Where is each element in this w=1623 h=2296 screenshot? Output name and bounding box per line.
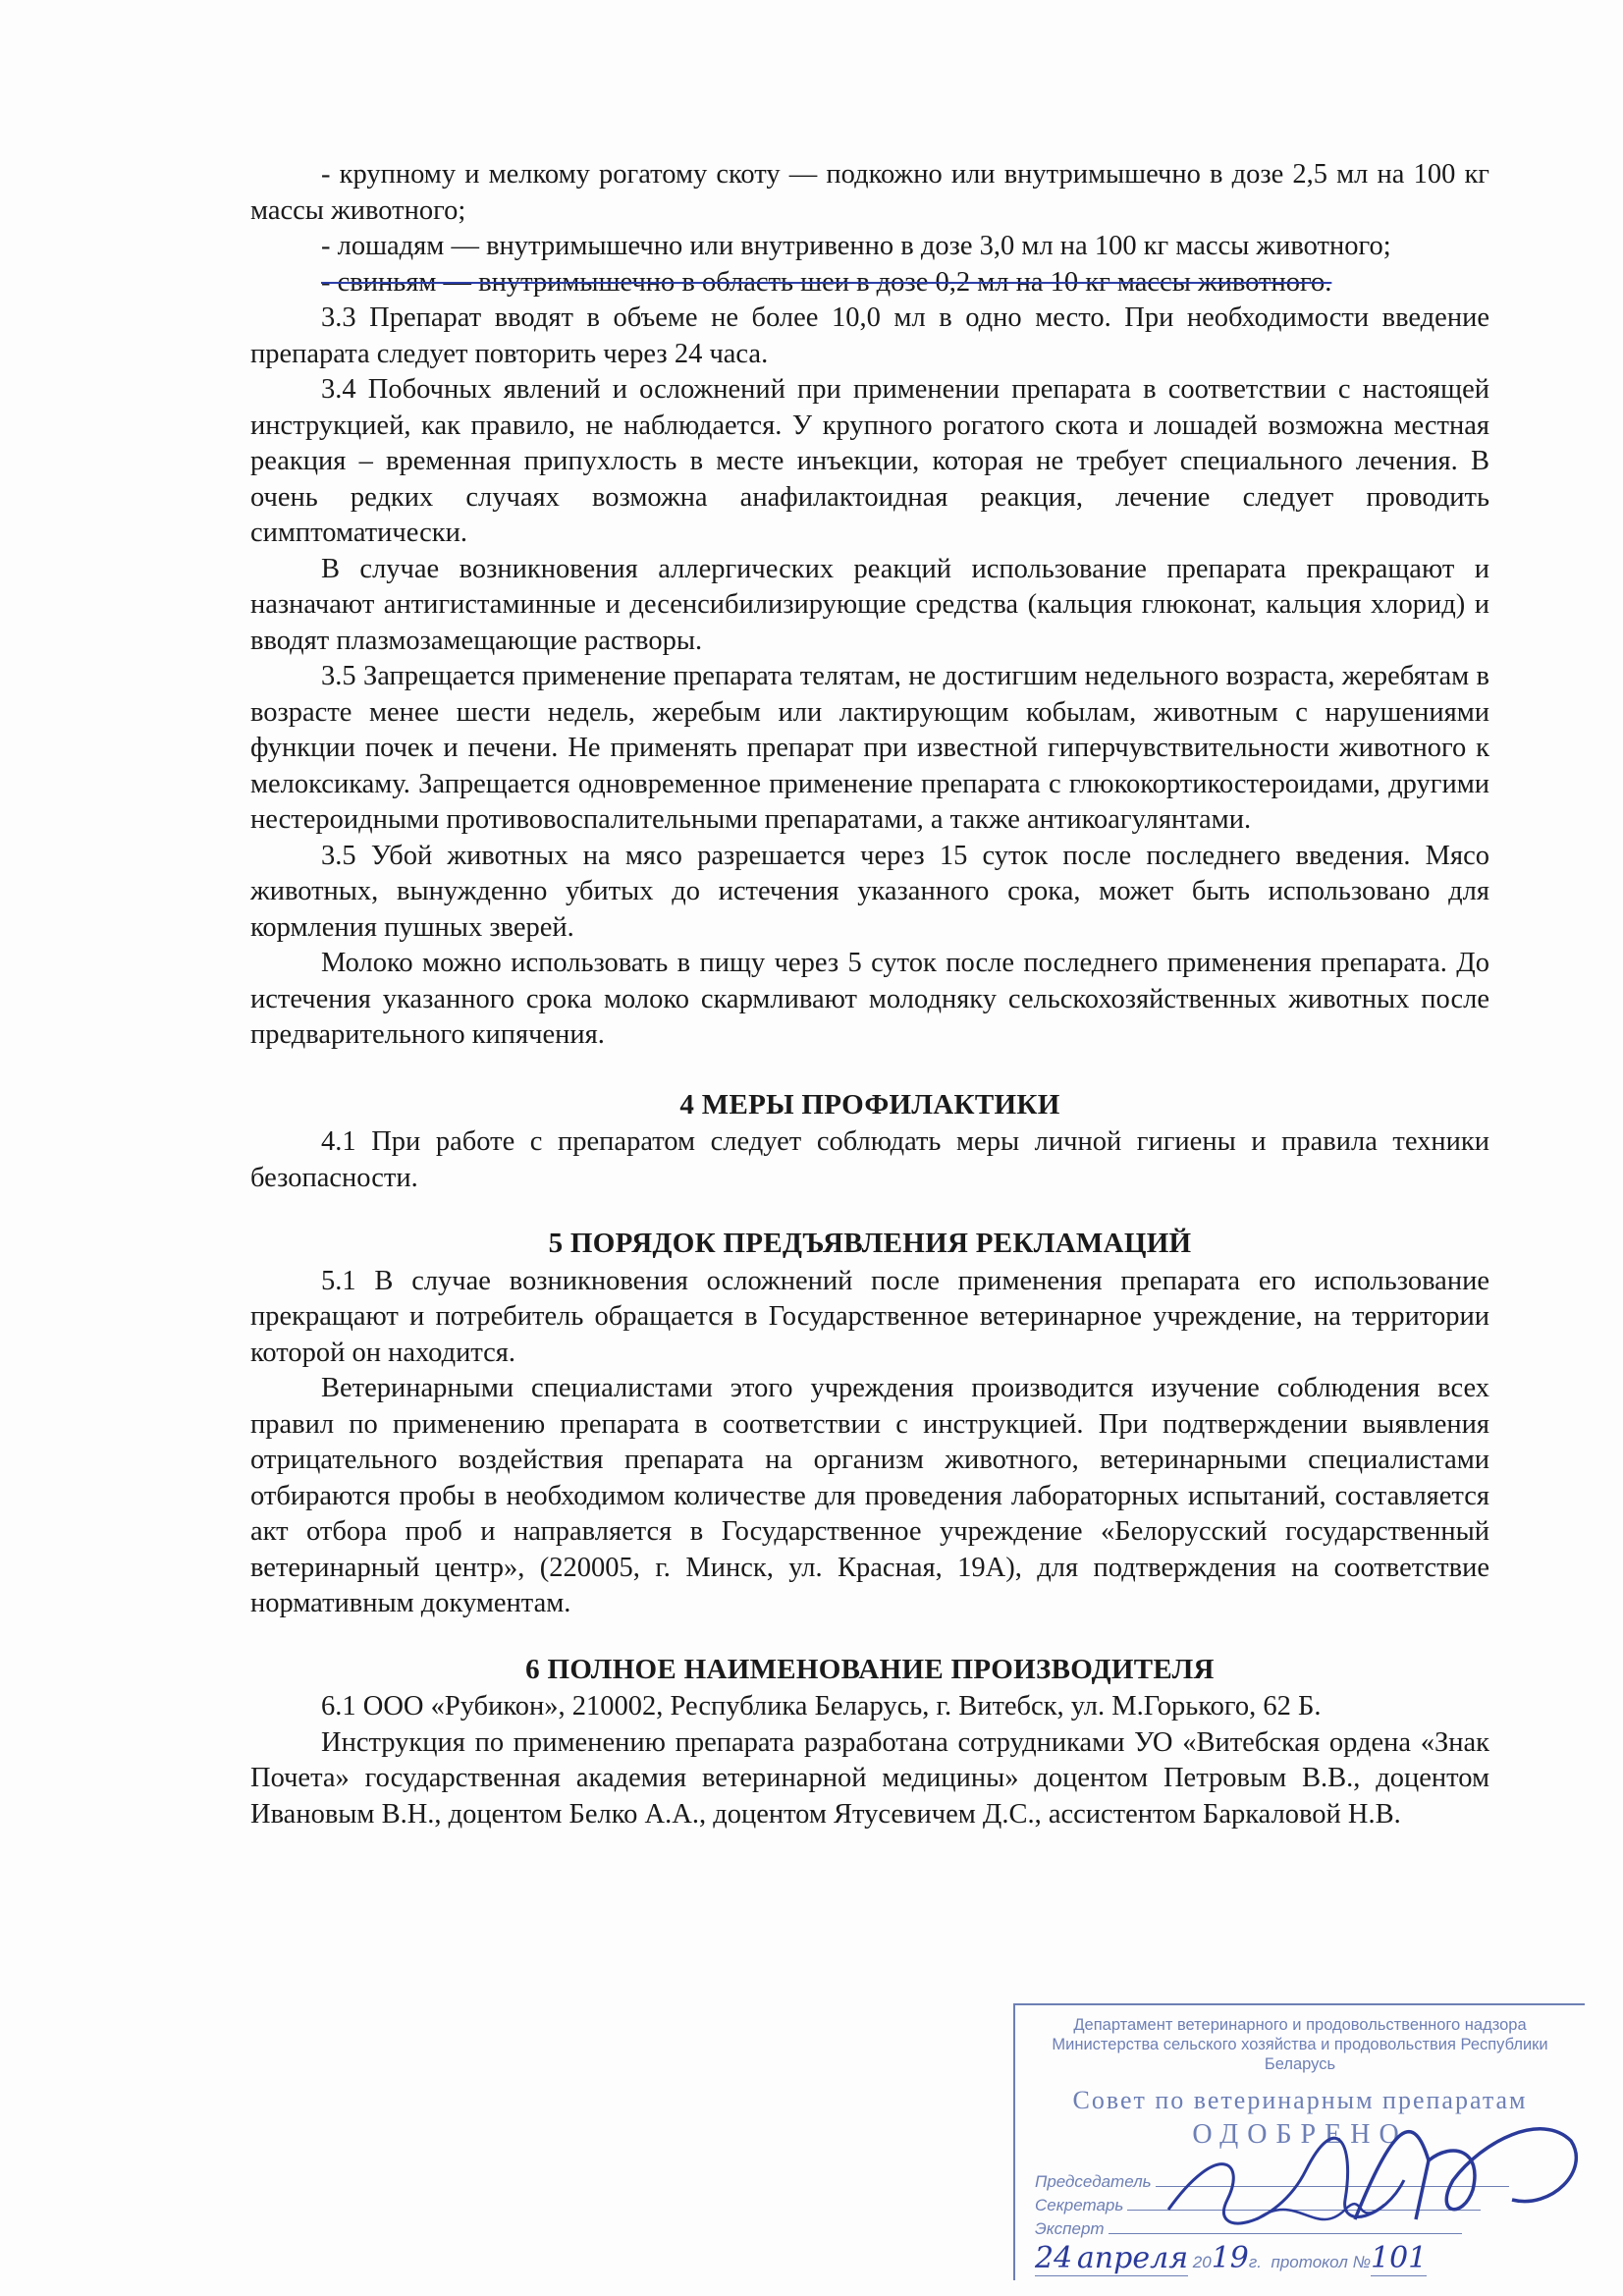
stamp-year-abbrev: г. [1248, 2253, 1263, 2271]
document-body [250, 157, 1489, 1832]
paragraph-4-1: 4.1 При работе с препаратом следует соблюдать меры личной гигиены и правила техники безопасности. [250, 1126, 1489, 1193]
dose-pigs: - свиньям — внутримышечно в область шеи в дозе 0,2 мл на 10 кг массы животного. [321, 266, 1332, 298]
stamp-date-day: 24 [1035, 2241, 1073, 2275]
paragraph-3-5-slaughter: 3.5 Убой животных на мясо разрешается через 15 суток после последнего введения. Мясо животных, вынужденно убитых до истечения указанного срока, может быть использовано для кормления пушных зверей. [250, 840, 1489, 943]
stamp-chair-label: Председатель [1035, 2172, 1152, 2191]
paragraph-milk: Молоко можно использовать в пищу через 5 суток после последнего применения препарата. До истечения указанного срока молоко скармливают молодняку сельскохозяйственных животных после предварительного кипячения. [250, 948, 1489, 1050]
paragraph-allergy: В случае возникновения аллергических реакций использование препарата прекращают и назначают антигистаминные и десенсибилизирующие средства (кальция глюконат, кальция хлорид) и вводят плазмозамещающие растворы. [250, 553, 1489, 656]
paragraph-5-1: 5.1 В случае возникновения осложнений после применения препарата его использование прекращают и потребитель обращается в Государственное ветеринарное учреждение, на территории которой он находится. [250, 1265, 1489, 1368]
dose-cattle: - крупному и мелкому рогатому скоту — подкожно или внутримышечно в дозе 2,5 мл на 100 кг массы животного; [250, 159, 1489, 226]
stamp-approved: ОДОБРЕНО [1192, 2119, 1408, 2150]
stamp-date-year-suffix: 19 [1211, 2241, 1249, 2275]
paragraph-5-specialists: Ветеринарными специалистами этого учреждения производится изучение соблюдения всех правил по применению препарата в соответствии с инструкцией. При подтверждении выявления отрицательного воздействия препарата на организм животного, ветеринарными специалистами отбираются пробы в необходимом количестве для проведения лабораторных испытаний, составляется акт отбора проб и направляется в Государственное учреждение «Белорусский государственный ветеринарный центр», (220005, г. Минск, ул. Красная, 19А), для подтверждения на соответствие нормативным документам. [250, 1373, 1489, 1618]
section-6-heading: 6 ПОЛНОЕ НАИМЕНОВАНИЕ ПРОИЗВОДИТЕЛЯ [525, 1653, 1215, 1685]
stamp-date-year-prefix: 20 [1192, 2253, 1212, 2271]
stamp-department: Департамент ветеринарного и продовольственного надзора Министерства сельского хозяйства и продовольствия Республики Беларусь [1052, 2016, 1548, 2073]
section-5-heading: 5 ПОРЯДОК ПРЕДЪЯВЛЕНИЯ РЕКЛАМАЦИЙ [548, 1228, 1192, 1259]
paragraph-3-4: 3.4 Побочных явлений и осложнений при применении препарата в соответствии с настоящей инструкцией, как правило, не наблюдается. У крупного рогатого скота и лошадей возможна местная реакция – временная припухлость в месте инъекции, которая не требует специального лечения. В очень редких случаях возможна анафилактоидная реакция, лечение следует проводить симптоматически. [250, 374, 1489, 548]
stamp-council: Совет по ветеринарным препаратам [1072, 2086, 1528, 2114]
paragraph-authors: Инструкция по применению препарата разработана сотрудниками УО «Витебская ордена «Знак Почета» государственная академия ветеринарной медицины» доцентом Петровым В.В., доцентом Ивановым В.Н., доцентом Белко А.А., доцентом Ятусевичем Д.С., ассистентом Баркаловой Н.В. [250, 1726, 1489, 1830]
stamp-protocol-label: протокол № [1271, 2253, 1371, 2271]
handwritten-signatures [1159, 2102, 1591, 2249]
dose-horses: - лошадям — внутримышечно или внутривенно в дозе 3,0 мл на 100 кг массы животного; [321, 231, 1391, 261]
stamp-date-month: апреля [1076, 2241, 1189, 2275]
stamp-protocol-number: 101 [1371, 2241, 1428, 2275]
paragraph-3-3: 3.3 Препарат вводят в объеме не более 10,0 мл в одно место. При необходимости введение препарата следует повторить через 24 часа. [250, 302, 1489, 369]
paragraph-3-5-contraindications: 3.5 Запрещается применение препарата телятам, не достигшим недельного возраста, жеребятам в возрасте менее шести недель, жеребым или лактирующим кобылам, животным с нарушениями функции почек и печени. Не применять препарат при известной гиперчувствительности животного к мелоксикаму. Запрещается одновременное применение препарата с глюкокортикостероидами, другими нестероидными противовоспалительными препаратами, а также антикоагулянтами. [250, 661, 1489, 835]
section-4-heading: 4 МЕРЫ ПРОФИЛАКТИКИ [679, 1088, 1060, 1121]
stamp-secretary-label: Секретарь [1035, 2196, 1124, 2214]
paragraph-6-1: 6.1 ООО «Рубикон», 210002, Республика Беларусь, г. Витебск, ул. М.Горького, 62 Б. [321, 1691, 1322, 1722]
stamp-expert-label: Эксперт [1035, 2219, 1105, 2238]
